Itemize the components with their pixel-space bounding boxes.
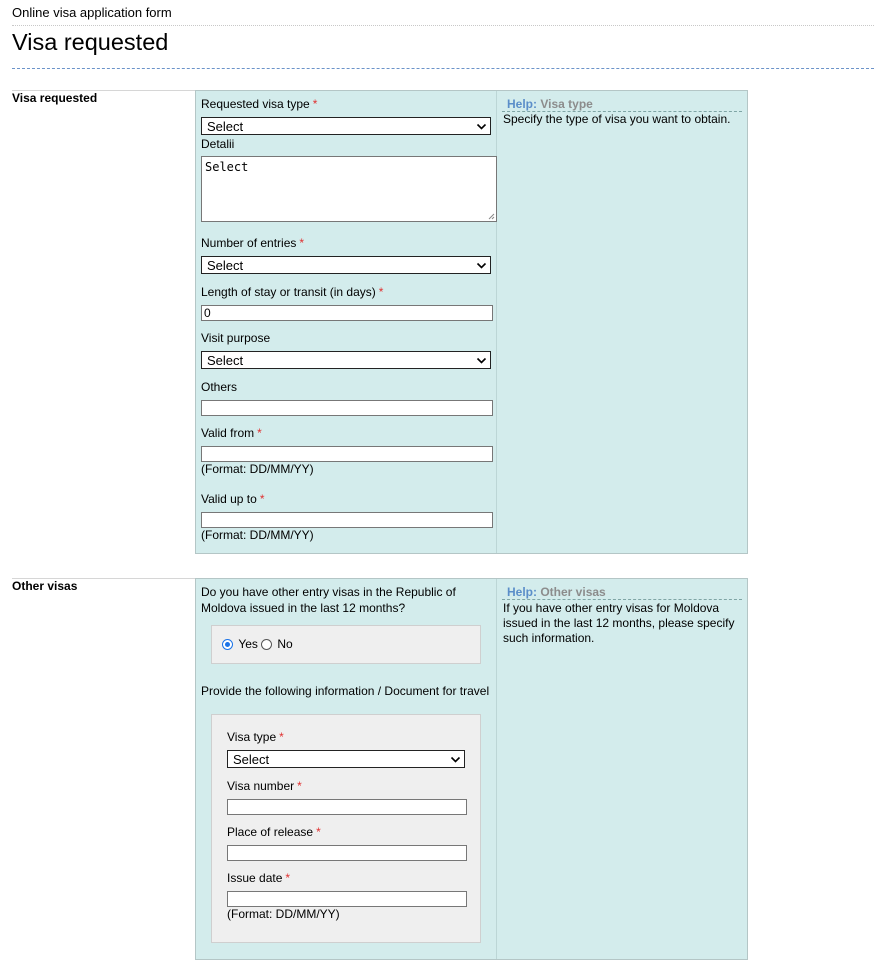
valid-up-to-label: Valid up to * [201, 492, 265, 506]
place-of-release-input[interactable] [227, 845, 467, 861]
required-marker: * [299, 236, 305, 250]
valid-from-label: Valid from * [201, 426, 262, 440]
radio-option-no[interactable]: No [261, 637, 293, 651]
provide-info-text: Provide the following information / Document for travel [201, 684, 490, 698]
radio-no[interactable] [261, 639, 272, 650]
required-marker: * [378, 285, 384, 299]
radio-option-yes[interactable]: Yes [222, 637, 258, 651]
place-of-release-label: Place of release * [227, 825, 321, 839]
help-heading-other-visas: Help: Other visas [507, 585, 606, 599]
details-textarea[interactable]: Select [201, 156, 497, 222]
required-marker: * [279, 730, 284, 744]
valid-up-to-input[interactable] [201, 512, 493, 528]
visa-type-label: Visa type * [227, 730, 284, 744]
others-input[interactable] [201, 400, 493, 416]
chevron-down-icon [450, 754, 461, 765]
resize-grip-icon[interactable] [487, 212, 495, 220]
section-divider [12, 90, 195, 91]
section-label-other-visas: Other visas [12, 579, 78, 593]
valid-from-format-hint: (Format: DD/MM/YY) [201, 462, 314, 476]
section-divider [12, 578, 195, 579]
details-label: Detalii [201, 137, 235, 151]
length-of-stay-input[interactable]: 0 [201, 305, 493, 321]
panel-column-divider [496, 579, 497, 959]
issue-date-label: Issue date * [227, 871, 291, 885]
radio-yes[interactable] [222, 639, 233, 650]
page-title: Visa requested [12, 29, 169, 55]
chevron-down-icon [476, 121, 487, 132]
form-header: Online visa application form [12, 5, 172, 20]
visit-purpose-label: Visit purpose [201, 331, 271, 345]
help-divider [502, 599, 742, 600]
required-marker: * [285, 871, 291, 885]
required-marker: * [259, 492, 265, 506]
other-visas-question-line2: Moldova issued in the last 12 months? [201, 601, 406, 615]
help-heading-visa-type: Help: Visa type [507, 97, 593, 111]
required-marker: * [257, 426, 262, 440]
valid-from-input[interactable] [201, 446, 493, 462]
required-marker: * [316, 825, 321, 839]
requested-visa-type-label: Requested visa type * [201, 97, 318, 111]
visa-number-label: Visa number * [227, 779, 302, 793]
issue-date-format-hint: (Format: DD/MM/YY) [227, 907, 340, 921]
valid-up-to-format-hint: (Format: DD/MM/YY) [201, 528, 314, 542]
length-of-stay-label: Length of stay or transit (in days) * [201, 285, 384, 299]
help-text-other-visas-line3: such information. [503, 631, 595, 645]
required-marker: * [312, 97, 318, 111]
requested-visa-type-select[interactable]: Select [201, 117, 491, 135]
visit-purpose-select[interactable]: Select [201, 351, 491, 369]
visa-number-input[interactable] [227, 799, 467, 815]
number-of-entries-select[interactable]: Select [201, 256, 491, 274]
others-label: Others [201, 380, 238, 394]
chevron-down-icon [476, 260, 487, 271]
required-marker: * [297, 779, 302, 793]
title-divider [12, 68, 874, 69]
other-visas-question-line1: Do you have other entry visas in the Republic of [201, 585, 456, 599]
help-text-other-visas-line2: issued in the last 12 months, please specify [503, 616, 735, 630]
number-of-entries-label: Number of entries * [201, 236, 305, 250]
header-divider [12, 25, 874, 26]
visa-type-select[interactable]: Select [227, 750, 465, 768]
section-label-visa-requested: Visa requested [12, 91, 98, 105]
help-text-other-visas-line1: If you have other entry visas for Moldova [503, 601, 720, 615]
issue-date-input[interactable] [227, 891, 467, 907]
chevron-down-icon [476, 355, 487, 366]
help-text-visa-type: Specify the type of visa you want to obtain. [503, 112, 731, 126]
